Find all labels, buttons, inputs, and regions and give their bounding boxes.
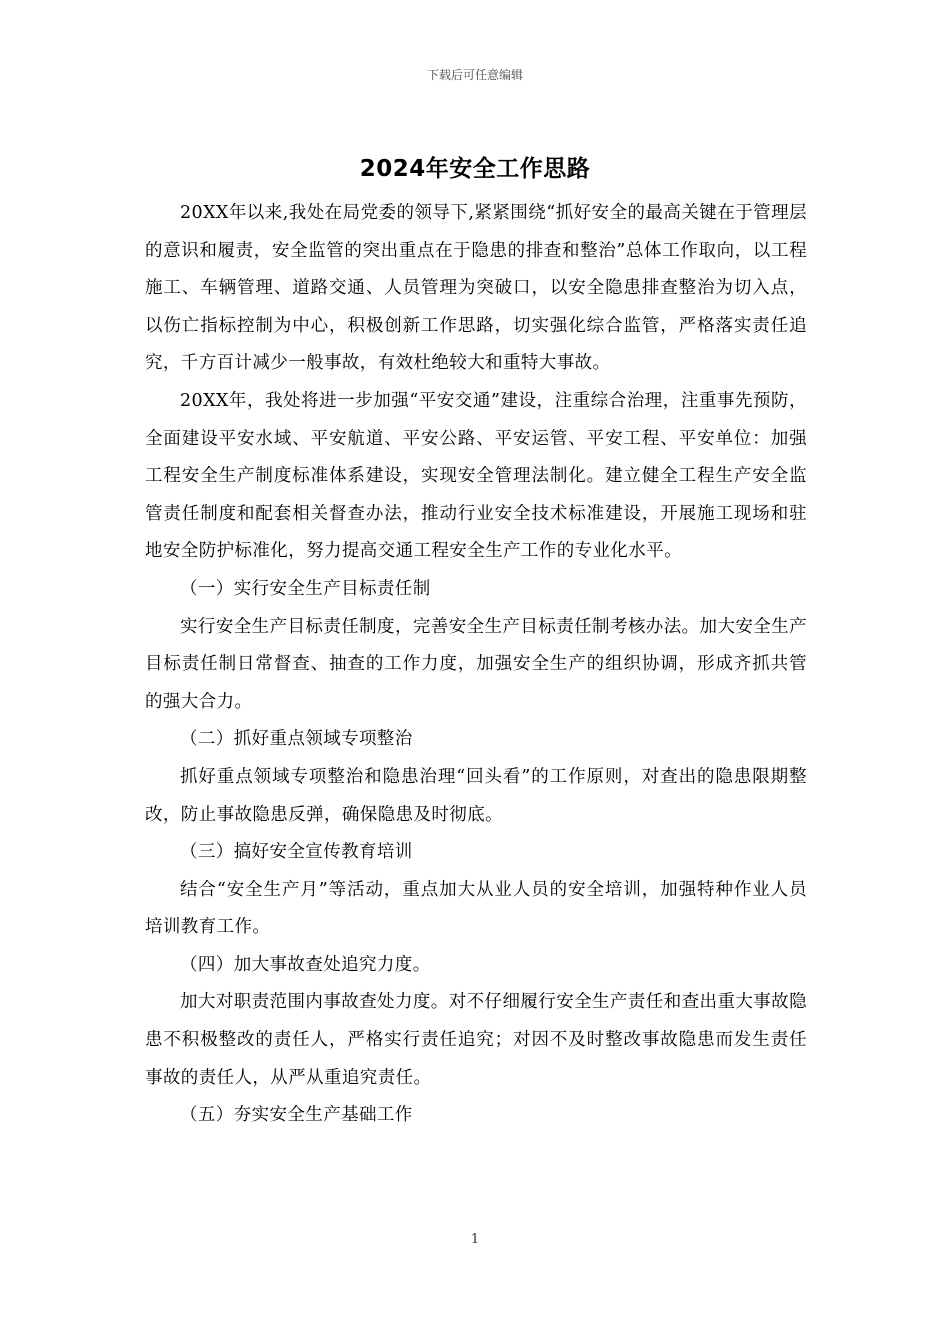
- paragraph: 20XX年，我处将进一步加强“平安交通”建设，注重综合治理，注重事先预防，全面建设平安水域、平安航道、平安公路、平安运管、平安工程、平安单位：加强工程安全生产制度标准体系建设，实现安全管理法制化。建立健全工程生产安全监管责任制度和配套相关督查办法，推动行业安全技术标准建设，开展施工现场和驻地安全防护标准化，努力提高交通工程安全生产工作的专业化水平。: [145, 390, 807, 562]
- section-heading: （三）搞好安全宣传教育培训: [180, 842, 413, 863]
- paragraph: 20XX年以来,我处在局党委的领导下,紧紧围绕“抓好安全的最高关键在于管理层的意识和履责，安全监管的突出重点在于隐患的排查和整治”总体工作取向，以工程施工、车辆管理、道路交通、人员管理为突破口，以安全隐患排查整治为切入点，以伤亡指标控制为中心，积极创新工作思路，切实强化综合监管，严格落实责任追究，千方百计减少一般事故，有效杜绝较大和重特大事故。: [145, 203, 807, 374]
- document-body: [145, 195, 807, 1135]
- paragraph: 实行安全生产目标责任制度，完善安全生产目标责任制考核办法。加大安全生产目标责任制日常督查、抽查的工作力度，加强安全生产的组织协调，形成齐抓共管的强大合力。: [145, 616, 807, 712]
- paragraph: 结合“安全生产月”等活动，重点加大从业人员的安全培训，加强特种作业人员培训教育工作。: [145, 879, 807, 938]
- section-heading: （五）夯实安全生产基础工作: [180, 1105, 413, 1126]
- paragraph: 加大对职责范围内事故查处力度。对不仔细履行安全生产责任和查出重大事故隐患不积极整改的责任人，严格实行责任追究；对因不及时整改事故隐患而发生责任事故的责任人，从严从重追究责任。: [145, 992, 807, 1088]
- paragraph: 抓好重点领域专项整治和隐患治理“回头看”的工作原则，对查出的隐患限期整改，防止事故隐患反弹，确保隐患及时彻底。: [145, 766, 807, 825]
- document-title: 2024年安全工作思路: [359, 156, 591, 182]
- page-number: 1: [470, 1232, 480, 1247]
- section-heading: （四）加大事故查处追究力度。: [180, 954, 431, 975]
- section-heading: （一）实行安全生产目标责任制: [180, 578, 431, 599]
- section-heading: （二）抓好重点领域专项整治: [180, 729, 413, 750]
- header-note: 下载后可任意编辑: [426, 68, 523, 82]
